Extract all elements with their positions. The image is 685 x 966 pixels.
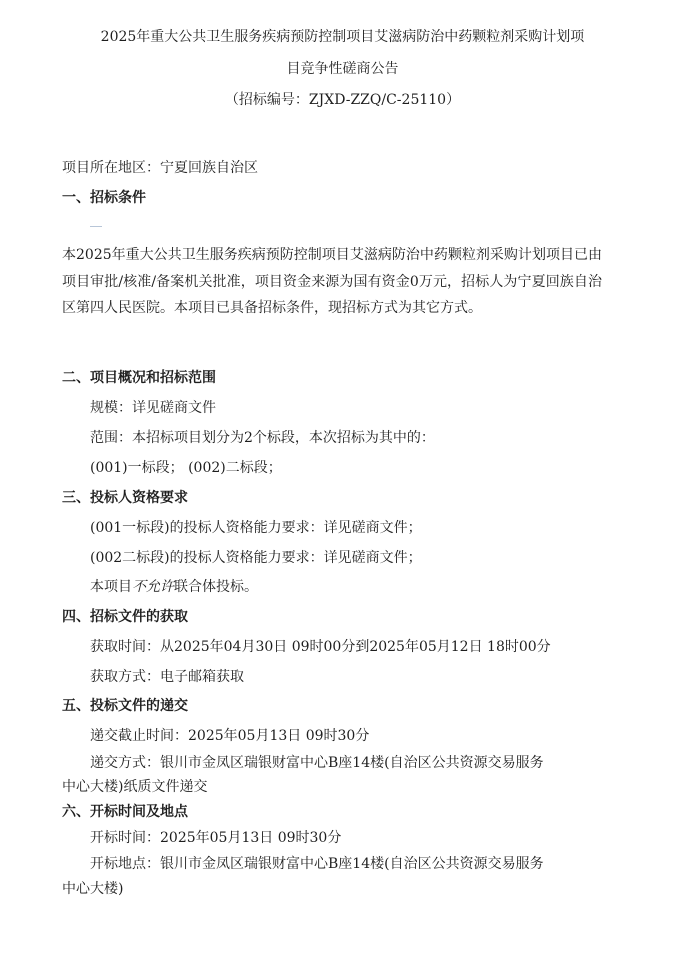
opening-place-line-1: 开标地点：银川市金凤区瑞银财富中心B座14楼(自治区公共资源交易服务	[90, 856, 544, 872]
title-line-2: 目竞争性磋商公告	[286, 61, 399, 77]
opening-place-line-2: 中心大楼)	[62, 881, 124, 897]
consortium-not-allowed: 不允许	[132, 579, 174, 595]
section-2-heading: 二、项目概况和招标范围	[62, 370, 216, 386]
project-scale: 规模：详见磋商文件	[90, 400, 216, 416]
consortium-prefix: 本项目	[90, 579, 132, 595]
section-1-body: 本2025年重大公共卫生服务疾病预防控制项目艾滋病防治中药颗粒剂采购计划项目已由项目审批/核准/备案机关批准，项目资金来源为国有资金0万元，招标人为宁夏回族自治区第四人民医院。本项目已具备招标条件，现招标方式为其它方式。	[62, 247, 602, 316]
scan-mark	[90, 226, 102, 227]
consortium-note	[90, 576, 258, 596]
project-scope: 范围：本招标项目划分为2个标段，本次招标为其中的：	[90, 430, 435, 446]
submission-method-line-2: 中心大楼)纸质文件递交	[62, 779, 208, 795]
lot-2-requirement: (002二标段)的投标人资格能力要求：详见磋商文件；	[90, 550, 422, 566]
section-4-heading: 四、招标文件的获取	[62, 609, 188, 625]
tender-code: （招标编号：ZJXD-ZZQ/C-25110）	[224, 92, 461, 108]
consortium-suffix: 联合体投标。	[174, 579, 258, 595]
title-line-1: 2025年重大公共卫生服务疾病预防控制项目艾滋病防治中药颗粒剂采购计划项	[100, 29, 585, 45]
section-3-heading: 三、投标人资格要求	[62, 490, 188, 506]
section-1-heading: 一、招标条件	[62, 190, 146, 206]
section-5-heading: 五、投标文件的递交	[62, 698, 188, 714]
project-region: 项目所在地区：宁夏回族自治区	[62, 160, 258, 176]
lot-list: (001)一标段； (002)二标段；	[90, 460, 282, 476]
submission-deadline: 递交截止时间：2025年05月13日 09时30分	[90, 728, 370, 744]
acquisition-time: 获取时间：从2025年04月30日 09时00分到2025年05月12日 18时00分	[90, 639, 551, 655]
submission-method-line-1: 递交方式：银川市金凤区瑞银财富中心B座14楼(自治区公共资源交易服务	[90, 755, 544, 771]
lot-1-requirement: (001一标段)的投标人资格能力要求：详见磋商文件；	[90, 520, 422, 536]
section-6-heading: 六、开标时间及地点	[62, 804, 188, 820]
opening-time: 开标时间：2025年05月13日 09时30分	[90, 830, 342, 846]
acquisition-method: 获取方式：电子邮箱获取	[90, 669, 244, 685]
